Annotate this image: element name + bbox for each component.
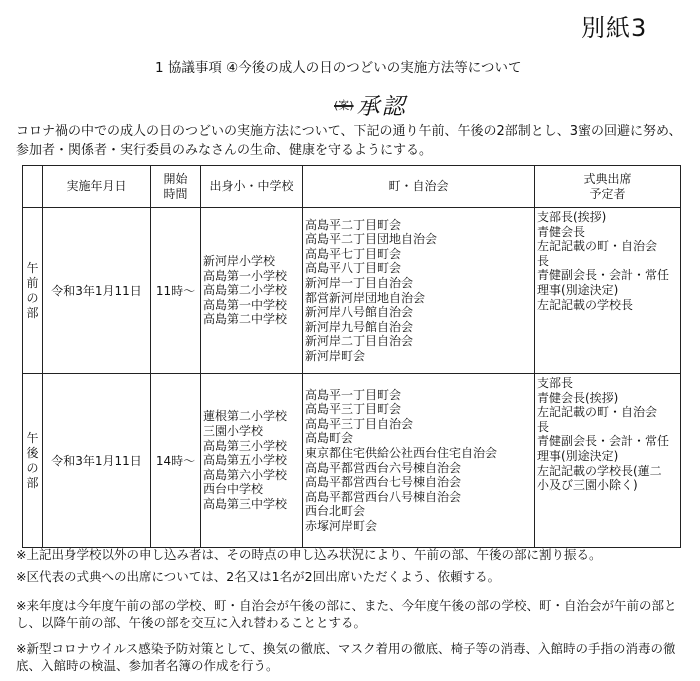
guest-item: 小及び三園小除く) (537, 478, 638, 493)
section-char: 後 (26, 445, 39, 460)
table-row-afternoon (23, 374, 681, 548)
association-item: 高島平都営西台八号棟自治会 (305, 489, 462, 504)
association-item: 高島平二丁目団地自治会 (305, 232, 438, 247)
guest-item: 理事(別途決定) (537, 282, 619, 297)
association-item: 高島平三丁目町会 (305, 402, 402, 417)
guest-item: 左記記載の学校長 (537, 297, 634, 312)
association-item: 高島平三丁目自治会 (305, 416, 414, 431)
table-header-row (23, 166, 681, 208)
guest-item: 左記記載の学校長(蓮二 (537, 463, 662, 478)
guest-item: 長 (537, 253, 550, 268)
intro-paragraph: コロナ禍の中での成人の日のつどいの実施方法について、下記の通り午前、午後の2部制とし、3蜜の回避に努め、参加者・関係者・実行委員のみなさんの生命、健康を守るようにする。 (16, 124, 682, 158)
association-item: 新河岸二丁目自治会 (305, 334, 414, 349)
association-item: 高島町会 (305, 431, 354, 446)
table-row-morning (23, 208, 681, 374)
association-item: 新河岸一丁目自治会 (305, 275, 414, 290)
association-item: 新河岸八号館自治会 (305, 305, 414, 320)
section-char: 部 (26, 305, 39, 320)
header-association: 町・自治会 (303, 166, 535, 208)
header-section (23, 166, 43, 208)
association-item: 西台北町会 (305, 504, 366, 519)
section-char: 部 (26, 475, 39, 490)
guest-item: 支部長(挨拶) (537, 210, 607, 224)
associations-cell (303, 374, 535, 548)
section-label-morning (23, 208, 43, 374)
section-char: 午 (26, 260, 39, 275)
association-item: 高島平二丁目町会 (305, 217, 402, 232)
handwritten-approval: 承認 (356, 94, 407, 120)
association-item: 新河岸九号館自治会 (305, 319, 414, 334)
header-time-line: 時間 (163, 186, 188, 201)
schedule-table (22, 165, 681, 548)
association-item: 東京都住宅供給公社西台住宅自治会 (305, 445, 498, 460)
draft-mark-struck: (案) (334, 98, 354, 112)
section-label-afternoon (23, 374, 43, 548)
section-char: の (26, 290, 39, 305)
header-time-line: 開始 (163, 171, 188, 186)
section-char: 午 (26, 430, 39, 445)
note-item: ※来年度は今年度午前の部の学校、町・自治会が午後の部に、また、今年度午後の部の学校、町・自治会が午前の部とし、以降午前の部、午後の部を交互に入れ替わることとする。 (16, 598, 677, 630)
guest-item: 左記記載の町・自治会 (537, 405, 658, 420)
association-item: 新河岸町会 (305, 348, 366, 363)
date-cell: 令和3年1月11日 (43, 374, 151, 548)
school-item: 高島第三小学校 (203, 438, 288, 453)
guest-item: 左記記載の町・自治会 (537, 239, 658, 254)
date-cell: 令和3年1月11日 (43, 208, 151, 374)
header-guests-line: 式典出席 (583, 171, 632, 186)
association-item: 高島平七丁目町会 (305, 246, 402, 261)
associations-cell (303, 208, 535, 374)
note-item: ※区代表の式典への出席については、2名又は1名が2回出席いただくよう、依頼する。 (16, 569, 501, 584)
guest-item: 青健副会長・会計・常任 (537, 268, 670, 283)
header-guests-line: 予定者 (589, 186, 626, 201)
guests-cell (535, 374, 681, 548)
school-item: 高島第一中学校 (203, 297, 288, 312)
school-item: 高島第六小学校 (203, 467, 288, 482)
school-item: 高島第二中学校 (203, 312, 288, 327)
association-item: 赤塚河岸町会 (305, 518, 378, 533)
time-cell: 14時～ (151, 374, 201, 548)
association-item: 都営新河岸団地自治会 (305, 290, 426, 305)
school-item: 高島第二小学校 (203, 283, 288, 298)
section-char: の (26, 460, 39, 475)
section-char: 前 (26, 275, 39, 290)
header-time (151, 166, 201, 208)
school-item: 三園小学校 (203, 424, 264, 439)
time-cell: 11時～ (151, 208, 201, 374)
school-item: 高島第五小学校 (203, 453, 288, 468)
approval-stamp (334, 88, 407, 121)
guest-item: 理事(別途決定) (537, 448, 619, 463)
school-item: 高島第一小学校 (203, 268, 288, 283)
association-item: 高島平八丁目町会 (305, 261, 402, 276)
school-item: 西台中学校 (203, 482, 264, 497)
school-item: 高島第三中学校 (203, 496, 288, 511)
page-title: 1 協議事項 ④今後の成人の日のつどいの実施方法等について (155, 60, 522, 76)
note-item: ※上記出身学校以外の申し込み者は、その時点の申し込み状況により、午前の部、午後の部に割り振る。 (16, 547, 602, 562)
association-item: 高島平都営西台七号棟自治会 (305, 475, 462, 490)
header-guests (535, 166, 681, 208)
guest-item: 支部長 (537, 376, 574, 390)
school-item: 蓮根第二小学校 (203, 409, 288, 424)
header-date: 実施年月日 (43, 166, 151, 208)
guest-item: 青健会長 (537, 224, 586, 239)
attachment-label: 別紙3 (581, 14, 648, 42)
association-item: 高島平一丁目町会 (305, 387, 402, 402)
header-school: 出身小・中学校 (201, 166, 303, 208)
guests-cell (535, 208, 681, 374)
schools-cell (201, 374, 303, 548)
guest-item: 青健副会長・会計・常任 (537, 434, 670, 449)
schools-cell (201, 208, 303, 374)
note-item: ※新型コロナウイルス感染予防対策として、換気の徹底、マスク着用の徹底、椅子等の消毒、入館時の手指の消毒の徹底、入館時の検温、参加者名簿の作成を行う。 (16, 641, 676, 673)
guest-item: 長 (537, 419, 550, 434)
school-item: 新河岸小学校 (203, 254, 276, 269)
guest-item: 青健会長(挨拶) (537, 390, 619, 405)
association-item: 高島平都営西台六号棟自治会 (305, 460, 462, 475)
